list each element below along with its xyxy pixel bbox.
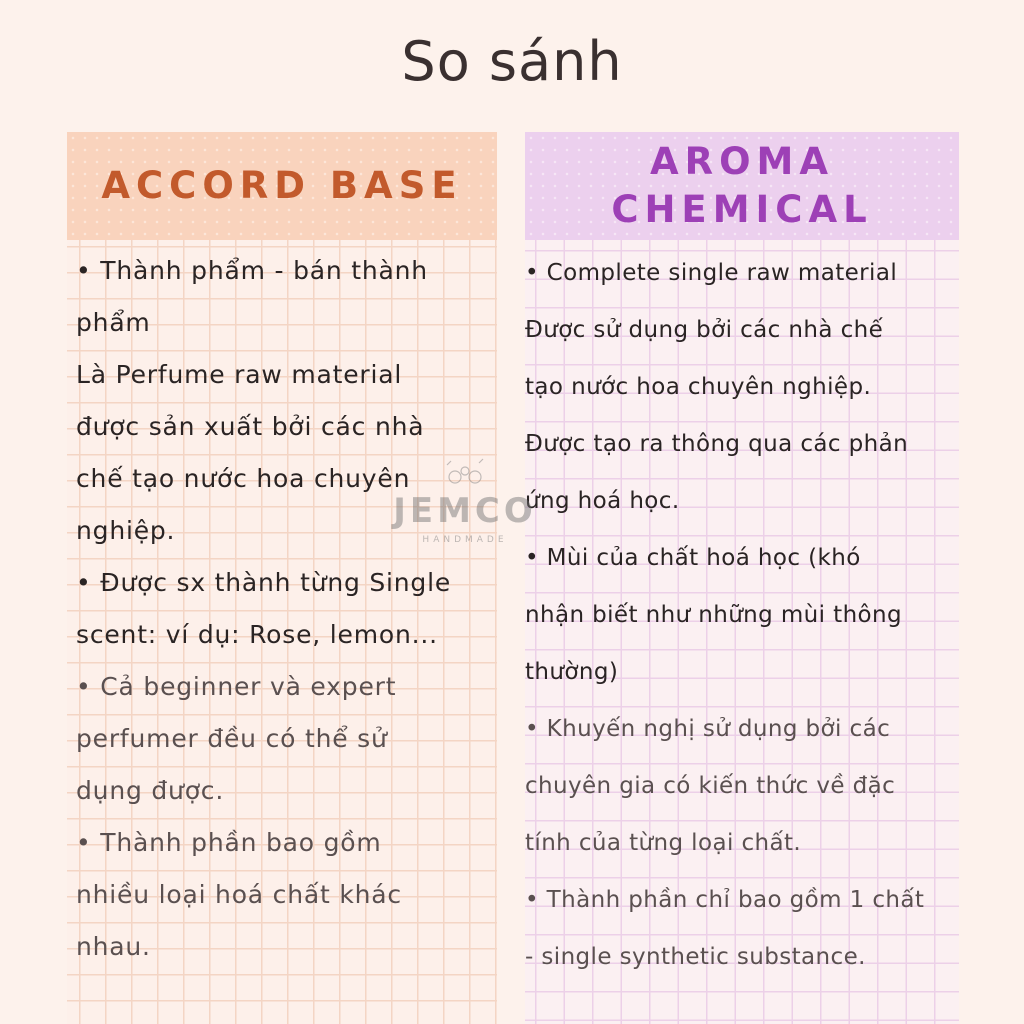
text-line: nghiệp. (76, 516, 176, 545)
text-line: • Được sx thành từng Single (76, 568, 452, 597)
aroma-chemical-column (525, 132, 959, 1024)
watermark-brand: JEMCO (393, 491, 537, 531)
text-line: nhau. (76, 932, 151, 961)
text-line: • Complete single raw material (525, 260, 898, 286)
aroma-chemical-body (525, 245, 953, 986)
text-line: Là Perfume raw material (76, 360, 403, 389)
heading-line: AROMA (649, 140, 835, 183)
aroma-chemical-heading (525, 132, 959, 240)
text-line: • Mùi của chất hoá học (khó (525, 545, 861, 571)
text-line: • Cả beginner và expert (76, 672, 397, 701)
text-line: Được tạo ra thông qua các phản (525, 431, 909, 457)
text-line: • Thành phần chỉ bao gồm 1 chất (525, 887, 925, 913)
jemco-watermark-logo (390, 455, 540, 555)
accord-base-heading: ACCORD BASE (67, 132, 497, 240)
heading-line: CHEMICAL (611, 188, 873, 231)
text-line: chuyên gia có kiến thức về đặc (525, 773, 896, 799)
text-line: - single synthetic substance. (525, 944, 866, 970)
text-line: nhiều loại hoá chất khác (76, 880, 402, 909)
text-line: nhận biết như những mùi thông (525, 602, 902, 628)
text-line: perfumer đều có thể sử (76, 724, 388, 753)
text-line: được sản xuất bởi các nhà (76, 412, 425, 441)
accord-base-body (76, 245, 491, 973)
text-line: • Thành phẩm - bán thành (76, 256, 428, 285)
text-line: scent: ví dụ: Rose, lemon... (76, 620, 438, 649)
watermark-sub: HANDMADE (422, 535, 508, 545)
text-line: tạo nước hoa chuyên nghiệp. (525, 374, 872, 400)
flask-icon (445, 457, 485, 489)
text-line: • Thành phần bao gồm (76, 828, 382, 857)
text-line: phẩm (76, 308, 151, 337)
text-line: dụng được. (76, 776, 225, 805)
text-line: thường) (525, 659, 619, 685)
text-line: • Khuyến nghị sử dụng bởi các (525, 716, 891, 742)
text-line: chế tạo nước hoa chuyên (76, 464, 411, 493)
text-line: Được sử dụng bởi các nhà chế (525, 317, 884, 343)
accord-base-column (67, 132, 497, 1024)
text-line: ứng hoá học. (525, 488, 680, 514)
page-title: So sánh (401, 30, 623, 93)
text-line: tính của từng loại chất. (525, 830, 802, 856)
